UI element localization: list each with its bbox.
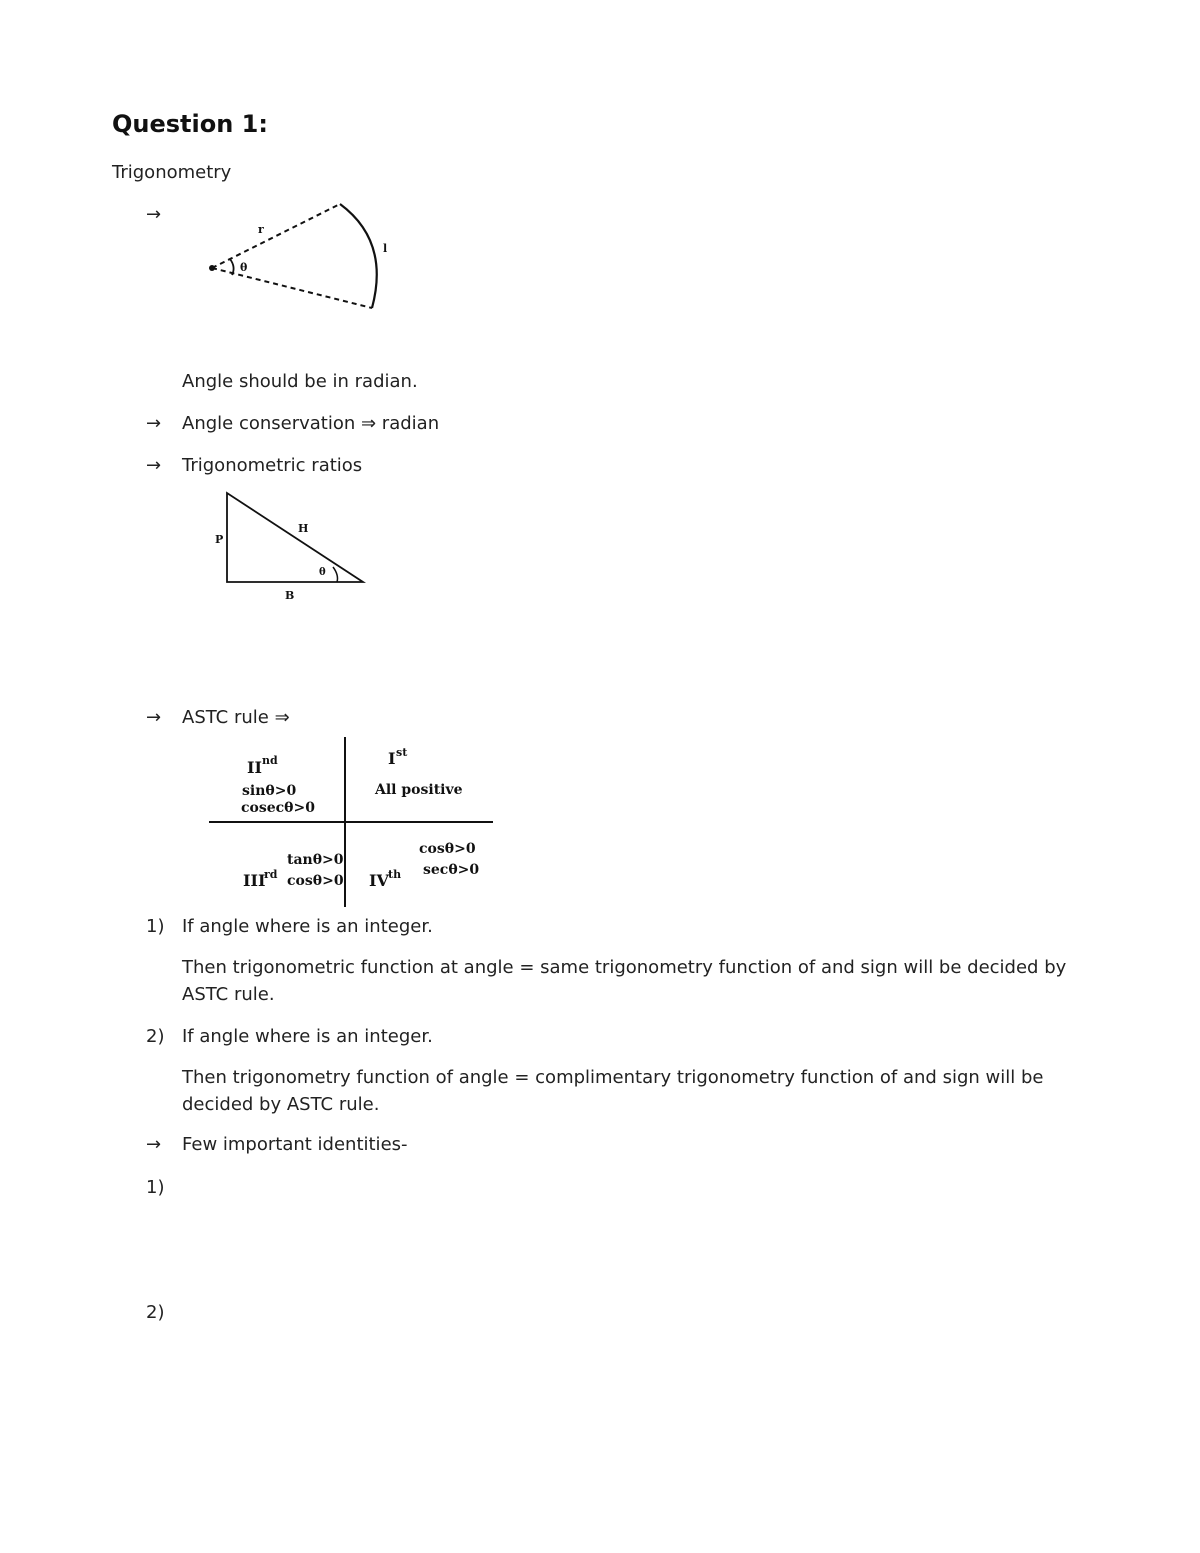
rule1-condition: If angle where is an integer. bbox=[182, 916, 433, 937]
q4-cos-rule: cosθ>0 bbox=[419, 841, 476, 857]
q4-superscript: th bbox=[388, 868, 402, 881]
section-subtitle: Trigonometry bbox=[112, 162, 232, 183]
bullet-arrow: → bbox=[146, 413, 162, 434]
triangle-p-label: P bbox=[215, 533, 224, 546]
q3-cos-rule: cosθ>0 bbox=[287, 873, 344, 889]
triangle-b-label: B bbox=[285, 589, 295, 602]
triangle-outline bbox=[227, 493, 363, 582]
identities-label: Few important identities- bbox=[182, 1134, 408, 1155]
q2-cosec-rule: cosecθ>0 bbox=[241, 800, 315, 816]
sector-r-label: r bbox=[258, 223, 264, 236]
identity-number: 2) bbox=[146, 1302, 165, 1323]
rule2-condition: If angle where is an integer. bbox=[182, 1026, 433, 1047]
rule1-conclusion: Then trigonometric function at angle = same trigonometry function of and sign will be decided by ASTC rule. bbox=[182, 957, 1067, 1005]
astc-quadrant-diagram bbox=[205, 733, 495, 909]
q1-all-positive: All positive bbox=[375, 782, 463, 798]
triangle-angle-arc bbox=[333, 567, 338, 582]
triangle-h-label: H bbox=[298, 522, 309, 535]
q2-superscript: nd bbox=[262, 754, 278, 767]
q4-numeral: IV bbox=[369, 871, 389, 890]
bullet-arrow: → bbox=[146, 1134, 162, 1155]
right-triangle-diagram bbox=[205, 485, 375, 605]
sector-radius-bottom bbox=[212, 268, 372, 308]
astc-rule-label: ASTC rule ⇒ bbox=[182, 707, 290, 728]
sector-l-label: l bbox=[383, 242, 388, 255]
sector-center-point bbox=[209, 265, 215, 271]
q3-tan-rule: tanθ>0 bbox=[287, 852, 344, 868]
bullet-arrow: → bbox=[146, 204, 162, 225]
rule2-conclusion: Then trigonometry function of angle = complimentary trigonometry function of and sign will be decided by ASTC rule. bbox=[182, 1067, 1044, 1115]
sector-diagram bbox=[200, 196, 400, 316]
q1-numeral: I bbox=[388, 749, 396, 768]
q2-numeral: II bbox=[247, 758, 262, 777]
rule-number: 1) bbox=[146, 916, 165, 937]
rule-number: 2) bbox=[146, 1026, 165, 1047]
q2-sine-rule: sinθ>0 bbox=[242, 783, 297, 799]
bullet-arrow: → bbox=[146, 455, 162, 476]
triangle-theta-label: θ bbox=[319, 567, 326, 578]
q3-superscript: rd bbox=[264, 868, 278, 881]
q3-numeral: III bbox=[243, 871, 266, 890]
bullet-arrow: → bbox=[146, 707, 162, 728]
trig-ratios-label: Trigonometric ratios bbox=[182, 455, 363, 476]
q1-superscript: st bbox=[396, 746, 408, 759]
identity-number: 1) bbox=[146, 1177, 165, 1198]
page-title: Question 1: bbox=[112, 110, 268, 138]
sector-theta-label: θ bbox=[240, 261, 248, 274]
angle-conservation: Angle conservation ⇒ radian bbox=[182, 413, 440, 434]
radian-note: Angle should be in radian. bbox=[182, 371, 418, 392]
q4-sec-rule: secθ>0 bbox=[423, 862, 480, 878]
sector-radius-top bbox=[212, 204, 340, 268]
sector-arc bbox=[340, 204, 377, 308]
